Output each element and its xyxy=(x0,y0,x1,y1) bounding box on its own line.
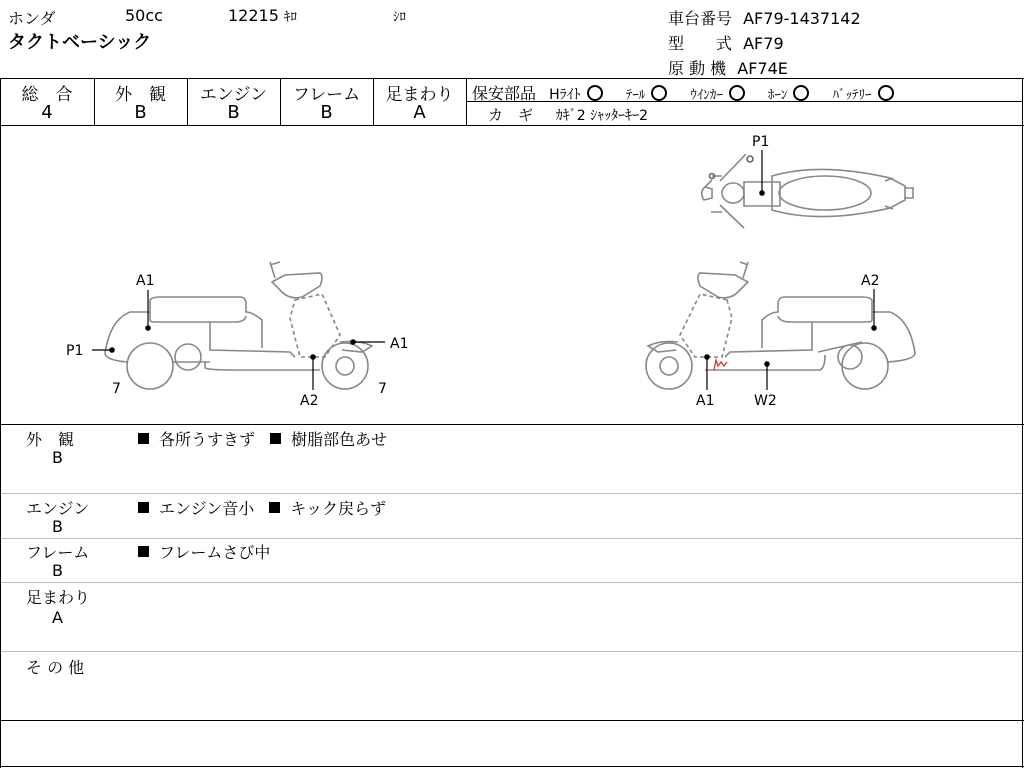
note-engine-items xyxy=(138,496,396,519)
note-item: 樹脂部色あせ xyxy=(270,430,387,449)
note-frame-grade: B xyxy=(52,561,63,580)
label-p1-left: P1 xyxy=(66,343,84,359)
displacement: 50cc xyxy=(125,6,163,25)
maker: ホンダ xyxy=(8,9,56,28)
bullet-icon xyxy=(269,502,280,513)
engine-value: AF74E xyxy=(737,59,788,78)
note-item: 各所うすきず xyxy=(138,430,255,449)
hand-mark xyxy=(714,360,727,370)
rating-exterior-label: 外 観 xyxy=(115,85,166,105)
rating-frame-label: フレーム xyxy=(292,85,361,105)
divider xyxy=(0,766,1024,767)
divider xyxy=(0,424,1024,425)
bullet-icon xyxy=(138,502,149,513)
label-a1-left: A1 xyxy=(136,273,155,289)
engine-label: 原 動 機 xyxy=(668,59,727,78)
circle-mark-icon xyxy=(587,85,603,101)
label-7-front: 7 xyxy=(112,381,121,397)
note-exterior-items xyxy=(138,427,397,450)
type-value: AF79 xyxy=(743,34,784,53)
frame-no-value: AF79-1437142 xyxy=(743,9,861,28)
rating-overall-value: 4 xyxy=(41,102,53,123)
rating-exterior-value: B xyxy=(134,102,147,123)
circle-mark-icon xyxy=(729,85,745,101)
safety-label: 保安部品 xyxy=(472,84,537,103)
bullet-icon xyxy=(138,546,149,557)
color: ｼﾛ xyxy=(393,10,406,25)
divider xyxy=(0,78,1024,79)
model-name: タクトベーシック xyxy=(8,32,152,53)
safety-item-winker: ｳｲﾝｶｰ xyxy=(690,88,745,103)
note-exterior-label: 外 観 xyxy=(26,430,75,449)
note-other-label: そ の 他 xyxy=(26,658,85,677)
type-row xyxy=(668,31,784,54)
frame-no-label: 車台番号 xyxy=(668,9,733,28)
rating-overall-label: 総 合 xyxy=(21,85,73,105)
key-row xyxy=(488,104,648,125)
note-exterior-grade: B xyxy=(52,448,63,467)
label-p1-top: P1 xyxy=(752,134,770,150)
damage-markers xyxy=(92,150,876,390)
safety-item-battery: ﾊﾞｯﾃﾘｰ xyxy=(833,88,894,103)
safety-item-tail: ﾃｰﾙ xyxy=(626,88,668,103)
note-frame-label: フレーム xyxy=(26,543,90,562)
bullet-icon xyxy=(138,433,149,444)
note-engine-label: エンジン xyxy=(26,499,90,518)
scooter-top-view xyxy=(702,154,913,228)
bullet-icon xyxy=(270,433,281,444)
note-item: フレームさび中 xyxy=(138,543,270,562)
circle-mark-icon xyxy=(878,85,894,101)
label-a2-right: A2 xyxy=(861,273,880,289)
circle-mark-icon xyxy=(793,85,809,101)
safety-row xyxy=(472,81,894,104)
label-a2-left: A2 xyxy=(300,393,319,409)
divider xyxy=(0,493,1024,494)
type-label: 型 式 xyxy=(668,34,733,53)
mileage: 12215 ｷﾛ xyxy=(228,6,297,25)
safety-item-headlight: Hﾗｲﾄ xyxy=(549,87,603,103)
divider xyxy=(0,582,1024,583)
label-w2-right: W2 xyxy=(754,393,777,409)
divider xyxy=(0,651,1024,652)
rating-frame-value: B xyxy=(320,102,333,123)
divider xyxy=(0,538,1024,539)
safety-item-horn: ﾎｰﾝ xyxy=(768,88,810,103)
label-a1-left-right: A1 xyxy=(390,336,409,352)
key-label: カ ギ xyxy=(488,106,534,124)
note-frame-items xyxy=(138,540,280,563)
note-suspension-grade: A xyxy=(52,608,63,627)
note-engine-grade: B xyxy=(52,517,63,536)
frame-no-row xyxy=(668,6,861,29)
note-item: キック戻らず xyxy=(269,499,386,518)
circle-mark-icon xyxy=(651,85,667,101)
divider xyxy=(0,720,1024,721)
rating-engine-value: B xyxy=(227,102,240,123)
border-right xyxy=(1022,78,1023,768)
rating-suspension-value: A xyxy=(413,102,426,123)
rating-suspension-label: 足まわり xyxy=(385,85,454,105)
engine-row xyxy=(668,56,788,79)
key-value: ｶｷﾞ2 ｼｬｯﾀｰｷｰ2 xyxy=(555,108,649,124)
label-a1-right: A1 xyxy=(696,393,715,409)
note-suspension-label: 足まわり xyxy=(26,588,91,607)
note-item: エンジン音小 xyxy=(138,499,254,518)
damage-diagram xyxy=(0,126,1022,423)
label-7-rear: 7 xyxy=(378,381,387,397)
rating-engine-label: エンジン xyxy=(199,85,268,105)
